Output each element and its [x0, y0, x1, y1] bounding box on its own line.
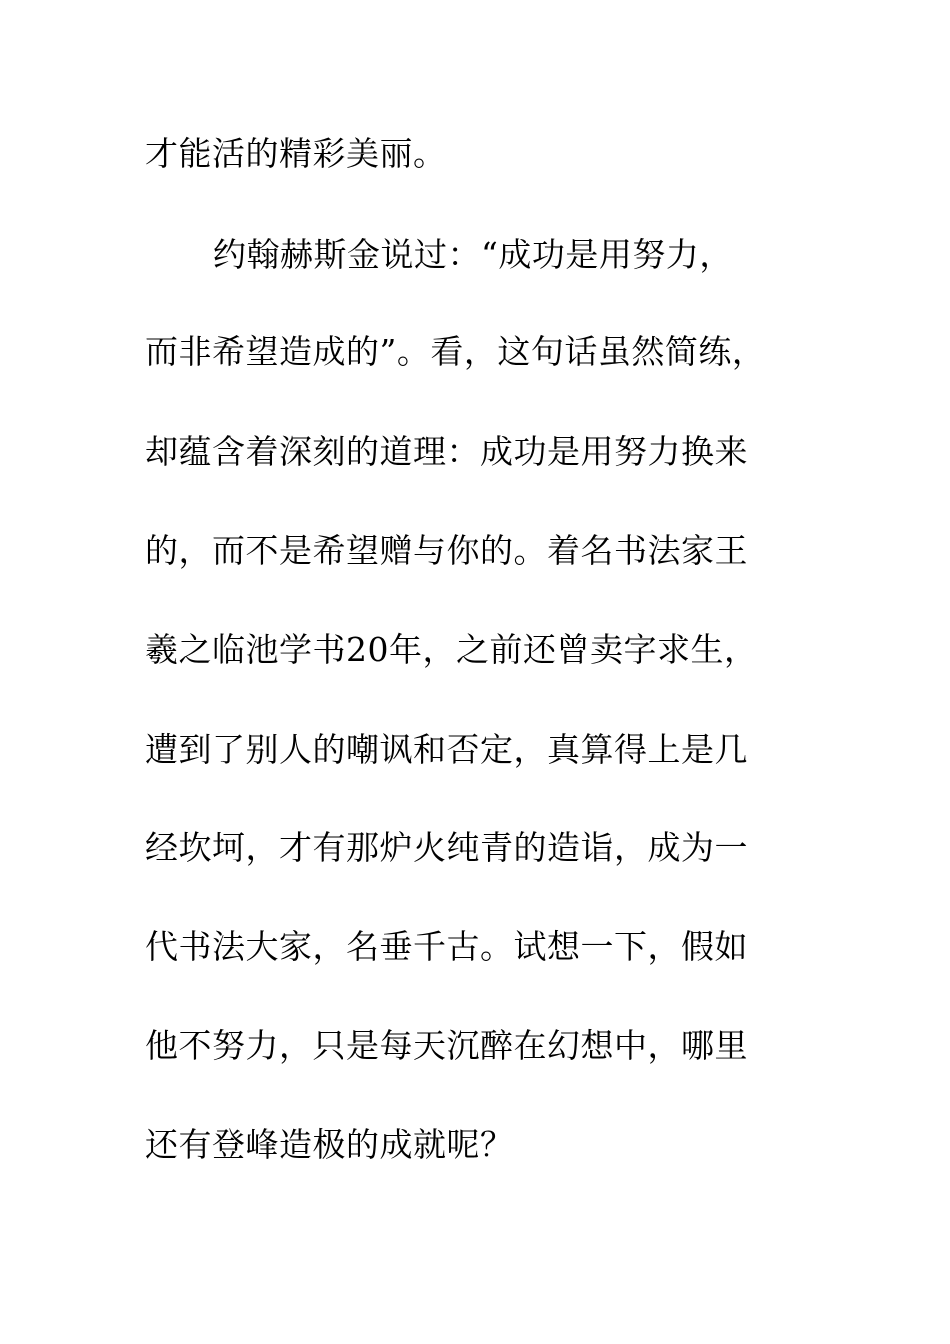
- text-line-9: 代书法大家，名垂千古。试想一下，假如: [145, 927, 748, 966]
- text-line-3: 而非希望造成的”。看，这句话虽然简练，: [145, 332, 766, 371]
- text-line-1: 才能活的精彩美丽。: [145, 134, 447, 173]
- text-line-4: 却蕴含着深刻的道理：成功是用努力换来: [145, 432, 748, 471]
- text-line-8: 经坎坷，才有那炉火纯青的造诣，成为一: [145, 828, 748, 867]
- text-line-10: 他不努力，只是每天沉醉在幻想中，哪里: [145, 1026, 748, 1065]
- text-line-6: 羲之临池学书20年，之前还曾卖字求生，: [145, 630, 758, 669]
- text-line-2: 约翰赫斯金说过：“成功是用努力，: [213, 235, 733, 274]
- text-line-5: 的，而不是希望赠与你的。着名书法家王: [145, 531, 748, 570]
- text-line-7: 遭到了别人的嘲讽和否定，真算得上是几: [145, 730, 748, 769]
- text-line-11: 还有登峰造极的成就呢？: [145, 1125, 514, 1164]
